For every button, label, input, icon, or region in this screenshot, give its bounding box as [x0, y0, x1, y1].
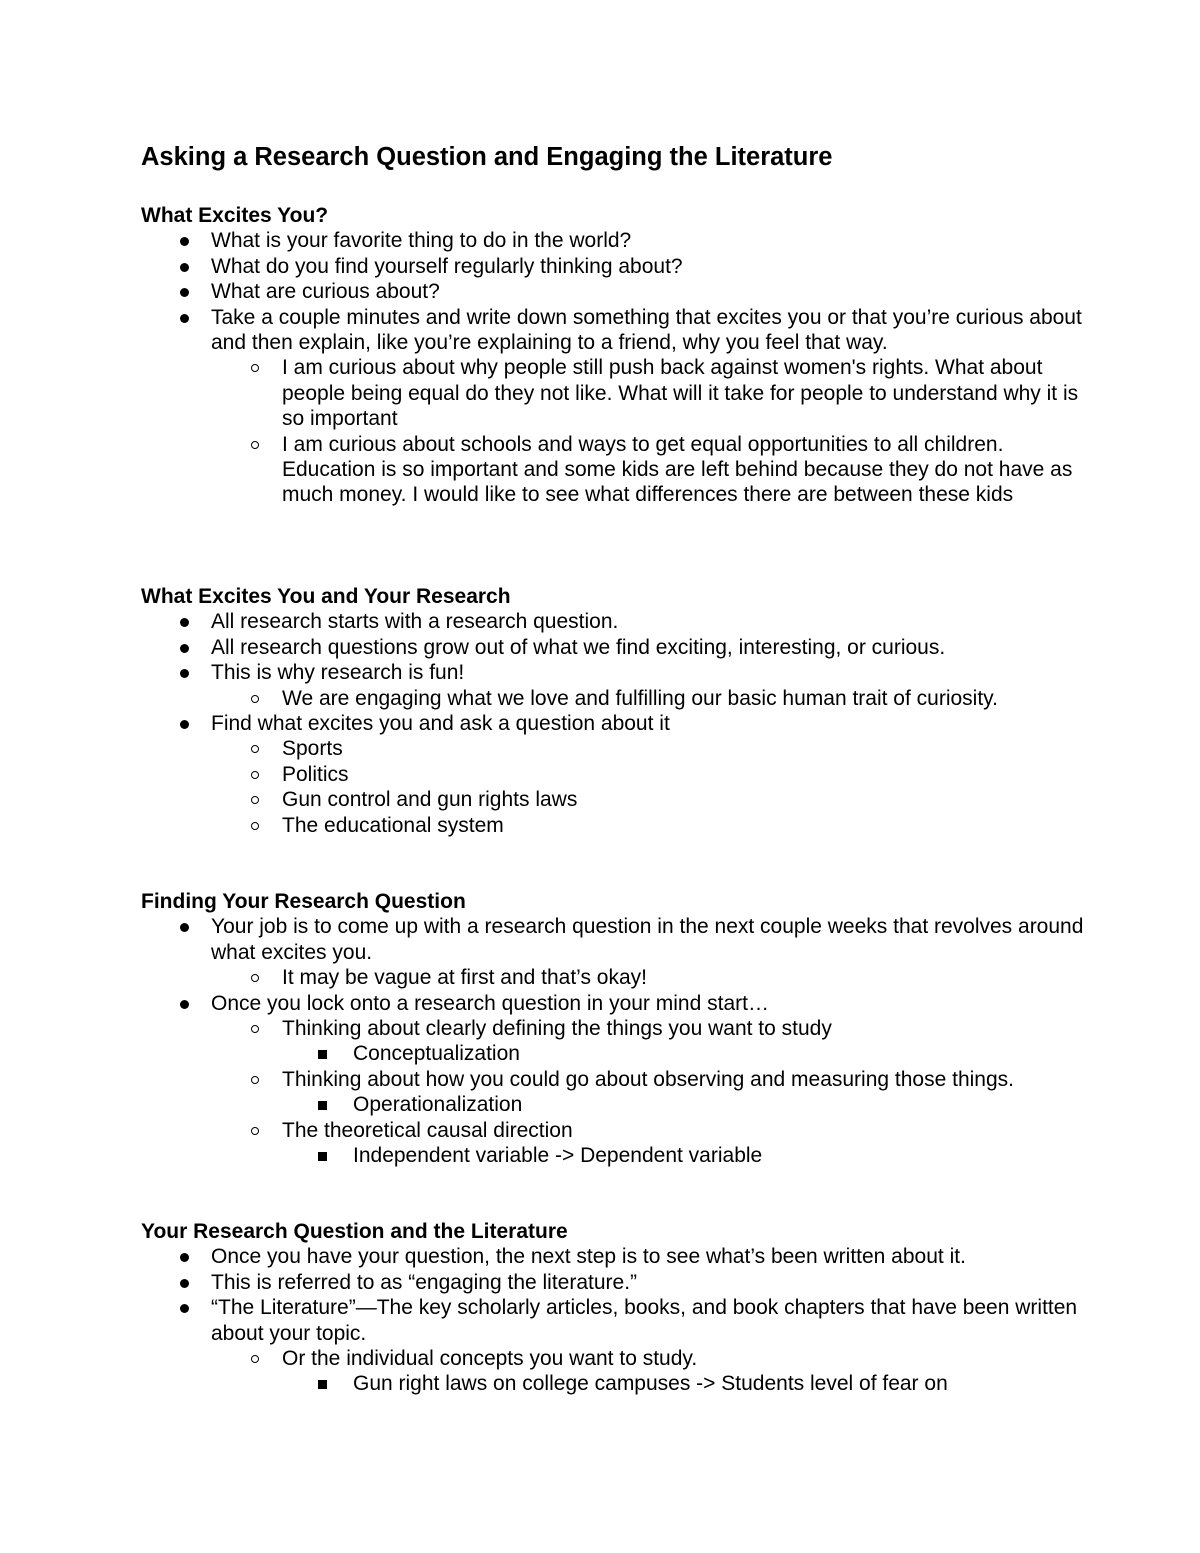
bullet-dot-icon — [180, 237, 189, 246]
list-item: We are engaging what we love and fulfilling our basic human trait of curiosity. — [141, 686, 1101, 711]
list-item: Sports — [141, 736, 1101, 761]
list-item: Once you lock onto a research question in your mind start… — [141, 991, 1101, 1016]
bullet-circle-icon — [251, 1127, 259, 1135]
bullet-dot-icon — [180, 1000, 189, 1009]
list-item: Politics — [141, 762, 1101, 787]
bullet-circle-icon — [251, 364, 259, 372]
list-item: This is why research is fun! — [141, 660, 1101, 685]
bullet-list — [141, 609, 1101, 838]
list-item: Independent variable -> Dependent variable — [141, 1143, 1101, 1168]
bullet-dot-icon — [180, 669, 189, 678]
section-heading: Finding Your Research Question — [141, 890, 466, 913]
bullet-circle-icon — [251, 796, 259, 804]
bullet-dot-icon — [180, 1279, 189, 1288]
list-item: I am curious about schools and ways to get equal opportunities to all children. Education is so important and some kids are left behind because they do not have as much money. I would like to see what differences there are between these kids — [141, 432, 1101, 508]
bullet-circle-icon — [251, 1076, 259, 1084]
bullet-list — [141, 914, 1101, 1168]
bullet-circle-icon — [251, 1025, 259, 1033]
section-your-research-question-and-the-literature — [141, 1219, 1101, 1397]
section-heading: What Excites You? — [141, 204, 329, 227]
list-item: This is referred to as “engaging the literature.” — [141, 1270, 1101, 1295]
list-item: Conceptualization — [141, 1041, 1101, 1066]
list-item: All research starts with a research question. — [141, 609, 1101, 634]
list-item: Gun control and gun rights laws — [141, 787, 1101, 812]
bullet-circle-icon — [251, 441, 259, 449]
bullet-dot-icon — [180, 1304, 189, 1313]
bullet-dot-icon — [180, 644, 189, 653]
section-what-excites-you — [141, 203, 1101, 508]
bullet-list — [141, 1244, 1101, 1396]
bullet-dot-icon — [180, 618, 189, 627]
list-item: Thinking about clearly defining the things you want to study — [141, 1016, 1101, 1041]
list-item: Take a couple minutes and write down something that excites you or that you’re curious about and then explain, like you’re explaining to a friend, why you feel that way. — [141, 305, 1101, 356]
list-item: What are curious about? — [141, 279, 1101, 304]
list-item: Thinking about how you could go about observing and measuring those things. — [141, 1067, 1101, 1092]
list-item: Find what excites you and ask a question about it — [141, 711, 1101, 736]
list-item: Or the individual concepts you want to study. — [141, 1346, 1101, 1371]
list-item: It may be vague at first and that’s okay! — [141, 965, 1101, 990]
section-heading: What Excites You and Your Research — [141, 585, 511, 608]
list-item: Operationalization — [141, 1092, 1101, 1117]
list-item: What is your favorite thing to do in the world? — [141, 228, 1101, 253]
list-item: The educational system — [141, 813, 1101, 838]
bullet-dot-icon — [180, 923, 189, 932]
bullet-dot-icon — [180, 1253, 189, 1262]
section-heading: Your Research Question and the Literature — [141, 1220, 568, 1243]
list-item: Once you have your question, the next step is to see what’s been written about it. — [141, 1244, 1101, 1269]
bullet-circle-icon — [251, 771, 259, 779]
bullet-circle-icon — [251, 745, 259, 753]
list-item: All research questions grow out of what we find exciting, interesting, or curious. — [141, 635, 1101, 660]
list-item: Gun right laws on college campuses -> Students level of fear on — [141, 1371, 1101, 1396]
section-what-excites-you-and-your-research — [141, 584, 1101, 838]
section-finding-your-research-question — [141, 889, 1101, 1168]
bullet-square-icon — [318, 1380, 327, 1389]
list-item: The theoretical causal direction — [141, 1118, 1101, 1143]
list-item: Your job is to come up with a research question in the next couple weeks that revolves around what excites you. — [141, 914, 1101, 965]
document-title: Asking a Research Question and Engaging the Literature — [141, 143, 833, 171]
bullet-dot-icon — [180, 263, 189, 272]
bullet-dot-icon — [180, 288, 189, 297]
bullet-dot-icon — [180, 720, 189, 729]
list-item: “The Literature”—The key scholarly articles, books, and book chapters that have been written about your topic. — [141, 1295, 1101, 1346]
bullet-square-icon — [318, 1050, 327, 1059]
list-item: I am curious about why people still push back against women's rights. What about people being equal do they not like. What will it take for people to understand why it is so important — [141, 355, 1101, 431]
bullet-square-icon — [318, 1101, 327, 1110]
bullet-circle-icon — [251, 695, 259, 703]
bullet-circle-icon — [251, 974, 259, 982]
bullet-list — [141, 228, 1101, 507]
bullet-dot-icon — [180, 314, 189, 323]
bullet-square-icon — [318, 1152, 327, 1161]
bullet-circle-icon — [251, 822, 259, 830]
list-item: What do you find yourself regularly thinking about? — [141, 254, 1101, 279]
bullet-circle-icon — [251, 1355, 259, 1363]
